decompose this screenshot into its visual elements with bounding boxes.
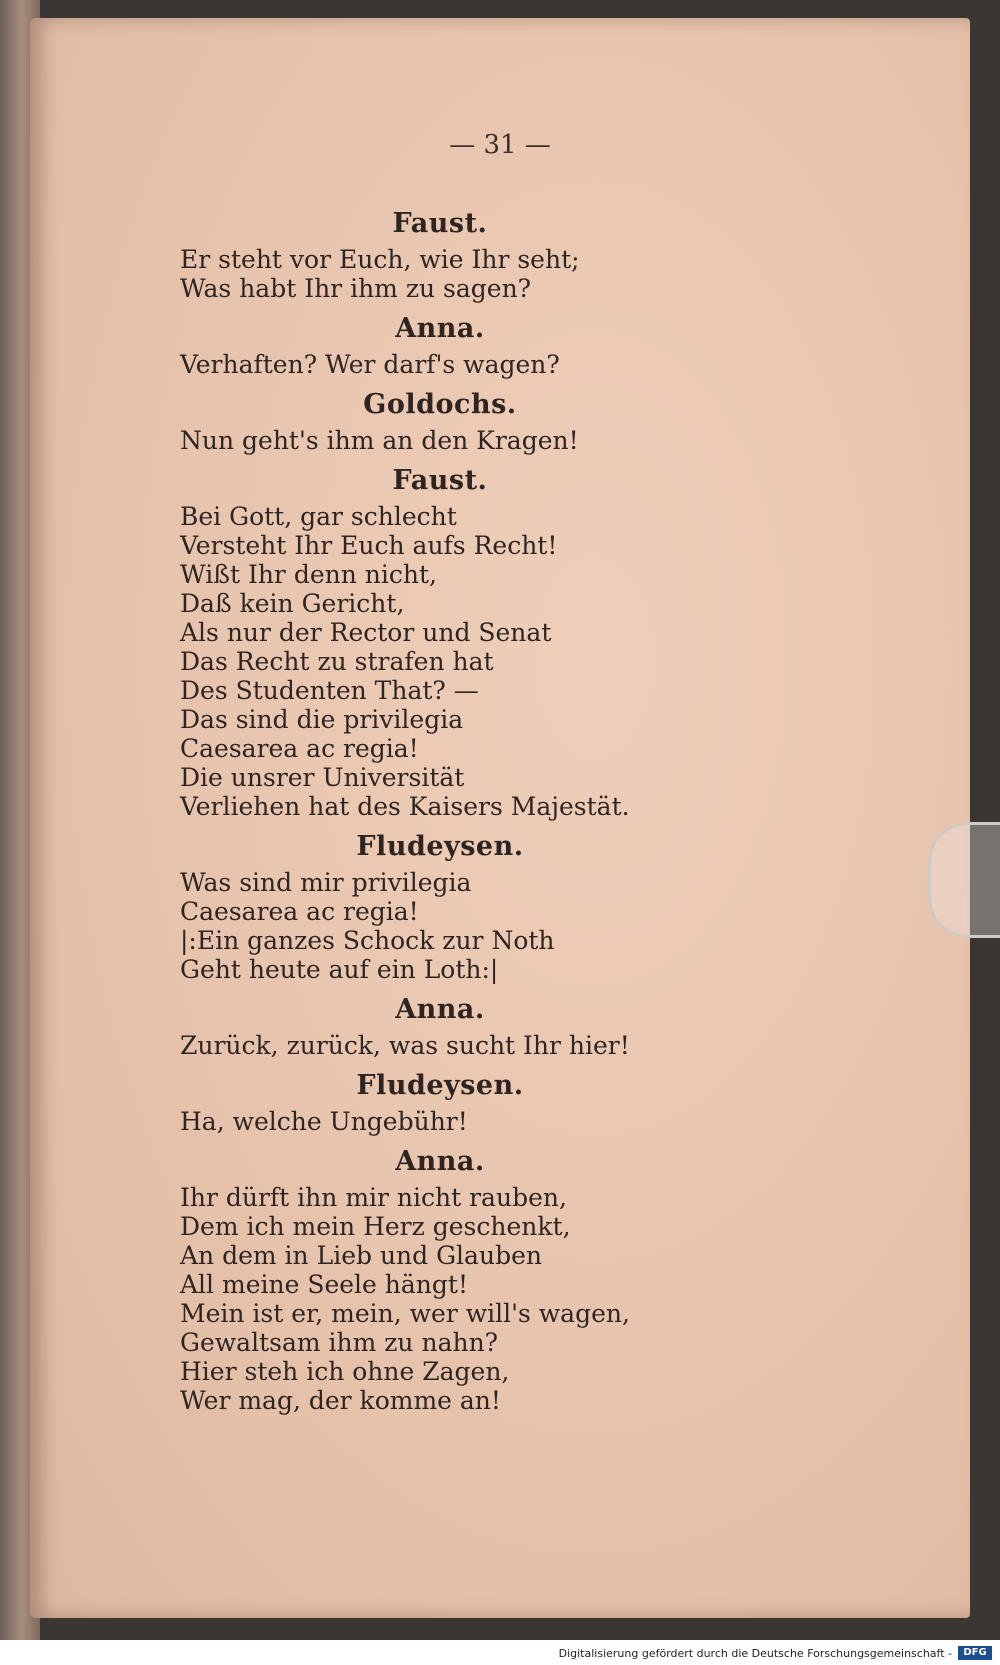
speaker-name: Faust.: [392, 208, 488, 239]
dialogue-section: [180, 389, 700, 455]
speaker-name: Anna.: [395, 313, 485, 344]
verse-line: Das sind die privilegia: [180, 705, 464, 734]
verse-line: Verliehen hat des Kaisers Majestät.: [180, 792, 630, 821]
speaker-name: Anna.: [395, 994, 485, 1025]
book-page: [30, 18, 970, 1618]
page-tab-marker: [928, 822, 1000, 938]
verse-line: Nun geht's ihm an den Kragen!: [180, 426, 579, 455]
verse-line: Wer mag, der komme an!: [180, 1386, 501, 1415]
verse-line: Ihr dürft ihn mir nicht rauben,: [180, 1183, 567, 1212]
dialogue-section: [180, 1070, 700, 1136]
verse-line: Geht heute auf ein Loth:|: [180, 955, 499, 984]
speaker-name: Fludeysen.: [356, 831, 524, 862]
dialogue-section: [180, 313, 700, 379]
speaker-name: Fludeysen.: [356, 1070, 524, 1101]
funding-credit: Digitalisierung gefördert durch die Deutsche Forschungsgemeinschaft -: [558, 1647, 952, 1660]
verse-line: Dem ich mein Herz geschenkt,: [180, 1212, 571, 1241]
verse-line: Wißt Ihr denn nicht,: [180, 560, 437, 589]
verse-line: Gewaltsam ihm zu nahn?: [180, 1328, 499, 1357]
dialogue-section: [180, 208, 700, 303]
dialogue-section: [180, 465, 700, 821]
verse-line: Des Studenten That? —: [180, 676, 479, 705]
drama-text: [180, 198, 700, 1415]
verse-line: Mein ist er, mein, wer will's wagen,: [180, 1299, 630, 1328]
verse-line: Caesarea ac regia!: [180, 734, 419, 763]
verse-line: Ha, welche Ungebühr!: [180, 1107, 468, 1136]
verse-line: Bei Gott, gar schlecht: [180, 502, 457, 531]
verse-line: |:Ein ganzes Schock zur Noth: [180, 926, 555, 955]
verse-line: Was sind mir privilegia: [180, 868, 472, 897]
verse-line: Er steht vor Euch, wie Ihr seht;: [180, 245, 580, 274]
verse-line: Caesarea ac regia!: [180, 897, 419, 926]
speaker-name: Anna.: [395, 1146, 485, 1177]
dialogue-section: [180, 994, 700, 1060]
verse-line: Daß kein Gericht,: [180, 589, 405, 618]
verse-line: Was habt Ihr ihm zu sagen?: [180, 274, 532, 303]
verse-line: Verhaften? Wer darf's wagen?: [180, 350, 560, 379]
verse-line: Als nur der Rector und Senat: [180, 618, 552, 647]
verse-line: An dem in Lieb und Glauben: [180, 1241, 542, 1270]
speaker-name: Faust.: [392, 465, 488, 496]
verse-line: Versteht Ihr Euch aufs Recht!: [180, 531, 558, 560]
verse-line: Hier steh ich ohne Zagen,: [180, 1357, 510, 1386]
verse-line: Die unsrer Universität: [180, 763, 465, 792]
verse-line: Zurück, zurück, was sucht Ihr hier!: [180, 1031, 630, 1060]
verse-line: All meine Seele hängt!: [180, 1270, 468, 1299]
dfg-logo: DFG: [958, 1646, 992, 1660]
page-number: — 31 —: [449, 130, 551, 160]
dialogue-section: [180, 831, 700, 984]
speaker-name: Goldochs.: [363, 389, 517, 420]
dialogue-section: [180, 1146, 700, 1415]
verse-line: Das Recht zu strafen hat: [180, 647, 494, 676]
